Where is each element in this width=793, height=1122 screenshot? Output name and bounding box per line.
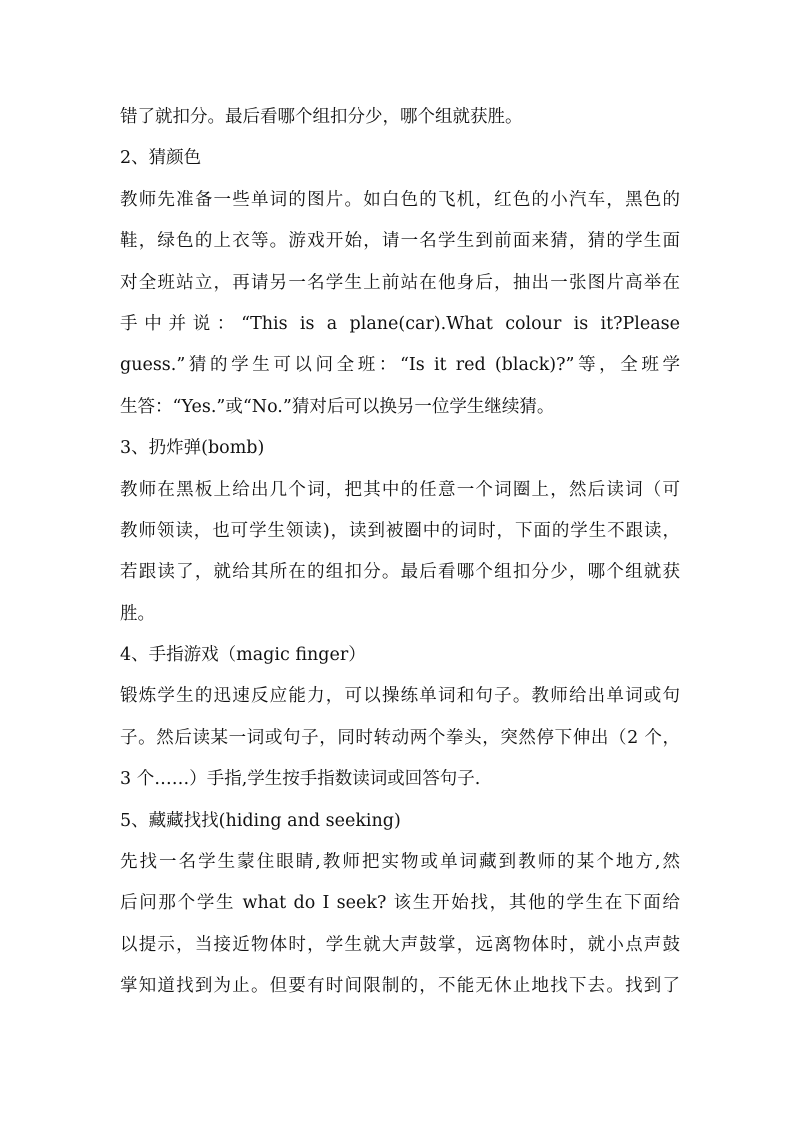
text-line: 锻炼学生的迅速反应能力，可以操练单词和句子。教师给出单词或句	[120, 686, 680, 707]
text-line: 手中并说：“This is a plane(car).What colour is it?Please	[120, 313, 680, 334]
text-line: 以提示，当接近物体时，学生就大声鼓掌，远离物体时，就小点声鼓	[120, 934, 680, 955]
text-line: 先找一名学生蒙住眼睛,教师把实物或单词藏到教师的某个地方,然	[120, 852, 680, 873]
text-line: 后问那个学生 what do I seek? 该生开始找，其他的学生在下面给	[120, 893, 680, 914]
text-line: 教师在黑板上给出几个词，把其中的任意一个词圈上，然后读词（可	[120, 479, 680, 500]
text-line: 4、手指游戏（magic finger）	[120, 645, 366, 666]
text-line: guess.”猜的学生可以问全班：“Is it red (black)?”等，全班学	[120, 355, 680, 376]
text-line: 掌知道找到为止。但要有时间限制的，不能无休止地找下去。找到了	[120, 976, 680, 997]
text-line: 5、藏藏找找(hiding and seeking)	[120, 810, 401, 831]
text-line: 教师领读，也可学生领读)，读到被圈中的词时，下面的学生不跟读，	[120, 520, 680, 541]
text-line: 生答：“Yes.”或“No.”猜对后可以换另一位学生继续猜。	[120, 396, 555, 417]
text-line: 2、猜颜色	[120, 148, 202, 169]
document-body	[120, 97, 680, 1008]
text-line: 错了就扣分。最后看哪个组扣分少，哪个组就获胜。	[120, 107, 523, 127]
text-line: 鞋，绿色的上衣等。游戏开始，请一名学生到前面来猜，猜的学生面	[120, 231, 680, 252]
text-line: 教师先准备一些单词的图片。如白色的飞机，红色的小汽车，黑色的	[120, 189, 680, 210]
text-line: 子。然后读某一词或句子，同时转动两个拳头，突然停下伸出（2 个，	[120, 727, 680, 748]
text-line: 若跟读了，就给其所在的组扣分。最后看哪个组扣分少，哪个组就获	[120, 562, 680, 583]
text-line: 3 个……）手指,学生按手指数读词或回答句子.	[120, 769, 481, 790]
text-line: 胜。	[120, 603, 155, 624]
text-line: 对全班站立，再请另一名学生上前站在他身后，抽出一张图片高举在	[120, 272, 680, 293]
text-line: 3、扔炸弹(bomb)	[120, 438, 265, 459]
